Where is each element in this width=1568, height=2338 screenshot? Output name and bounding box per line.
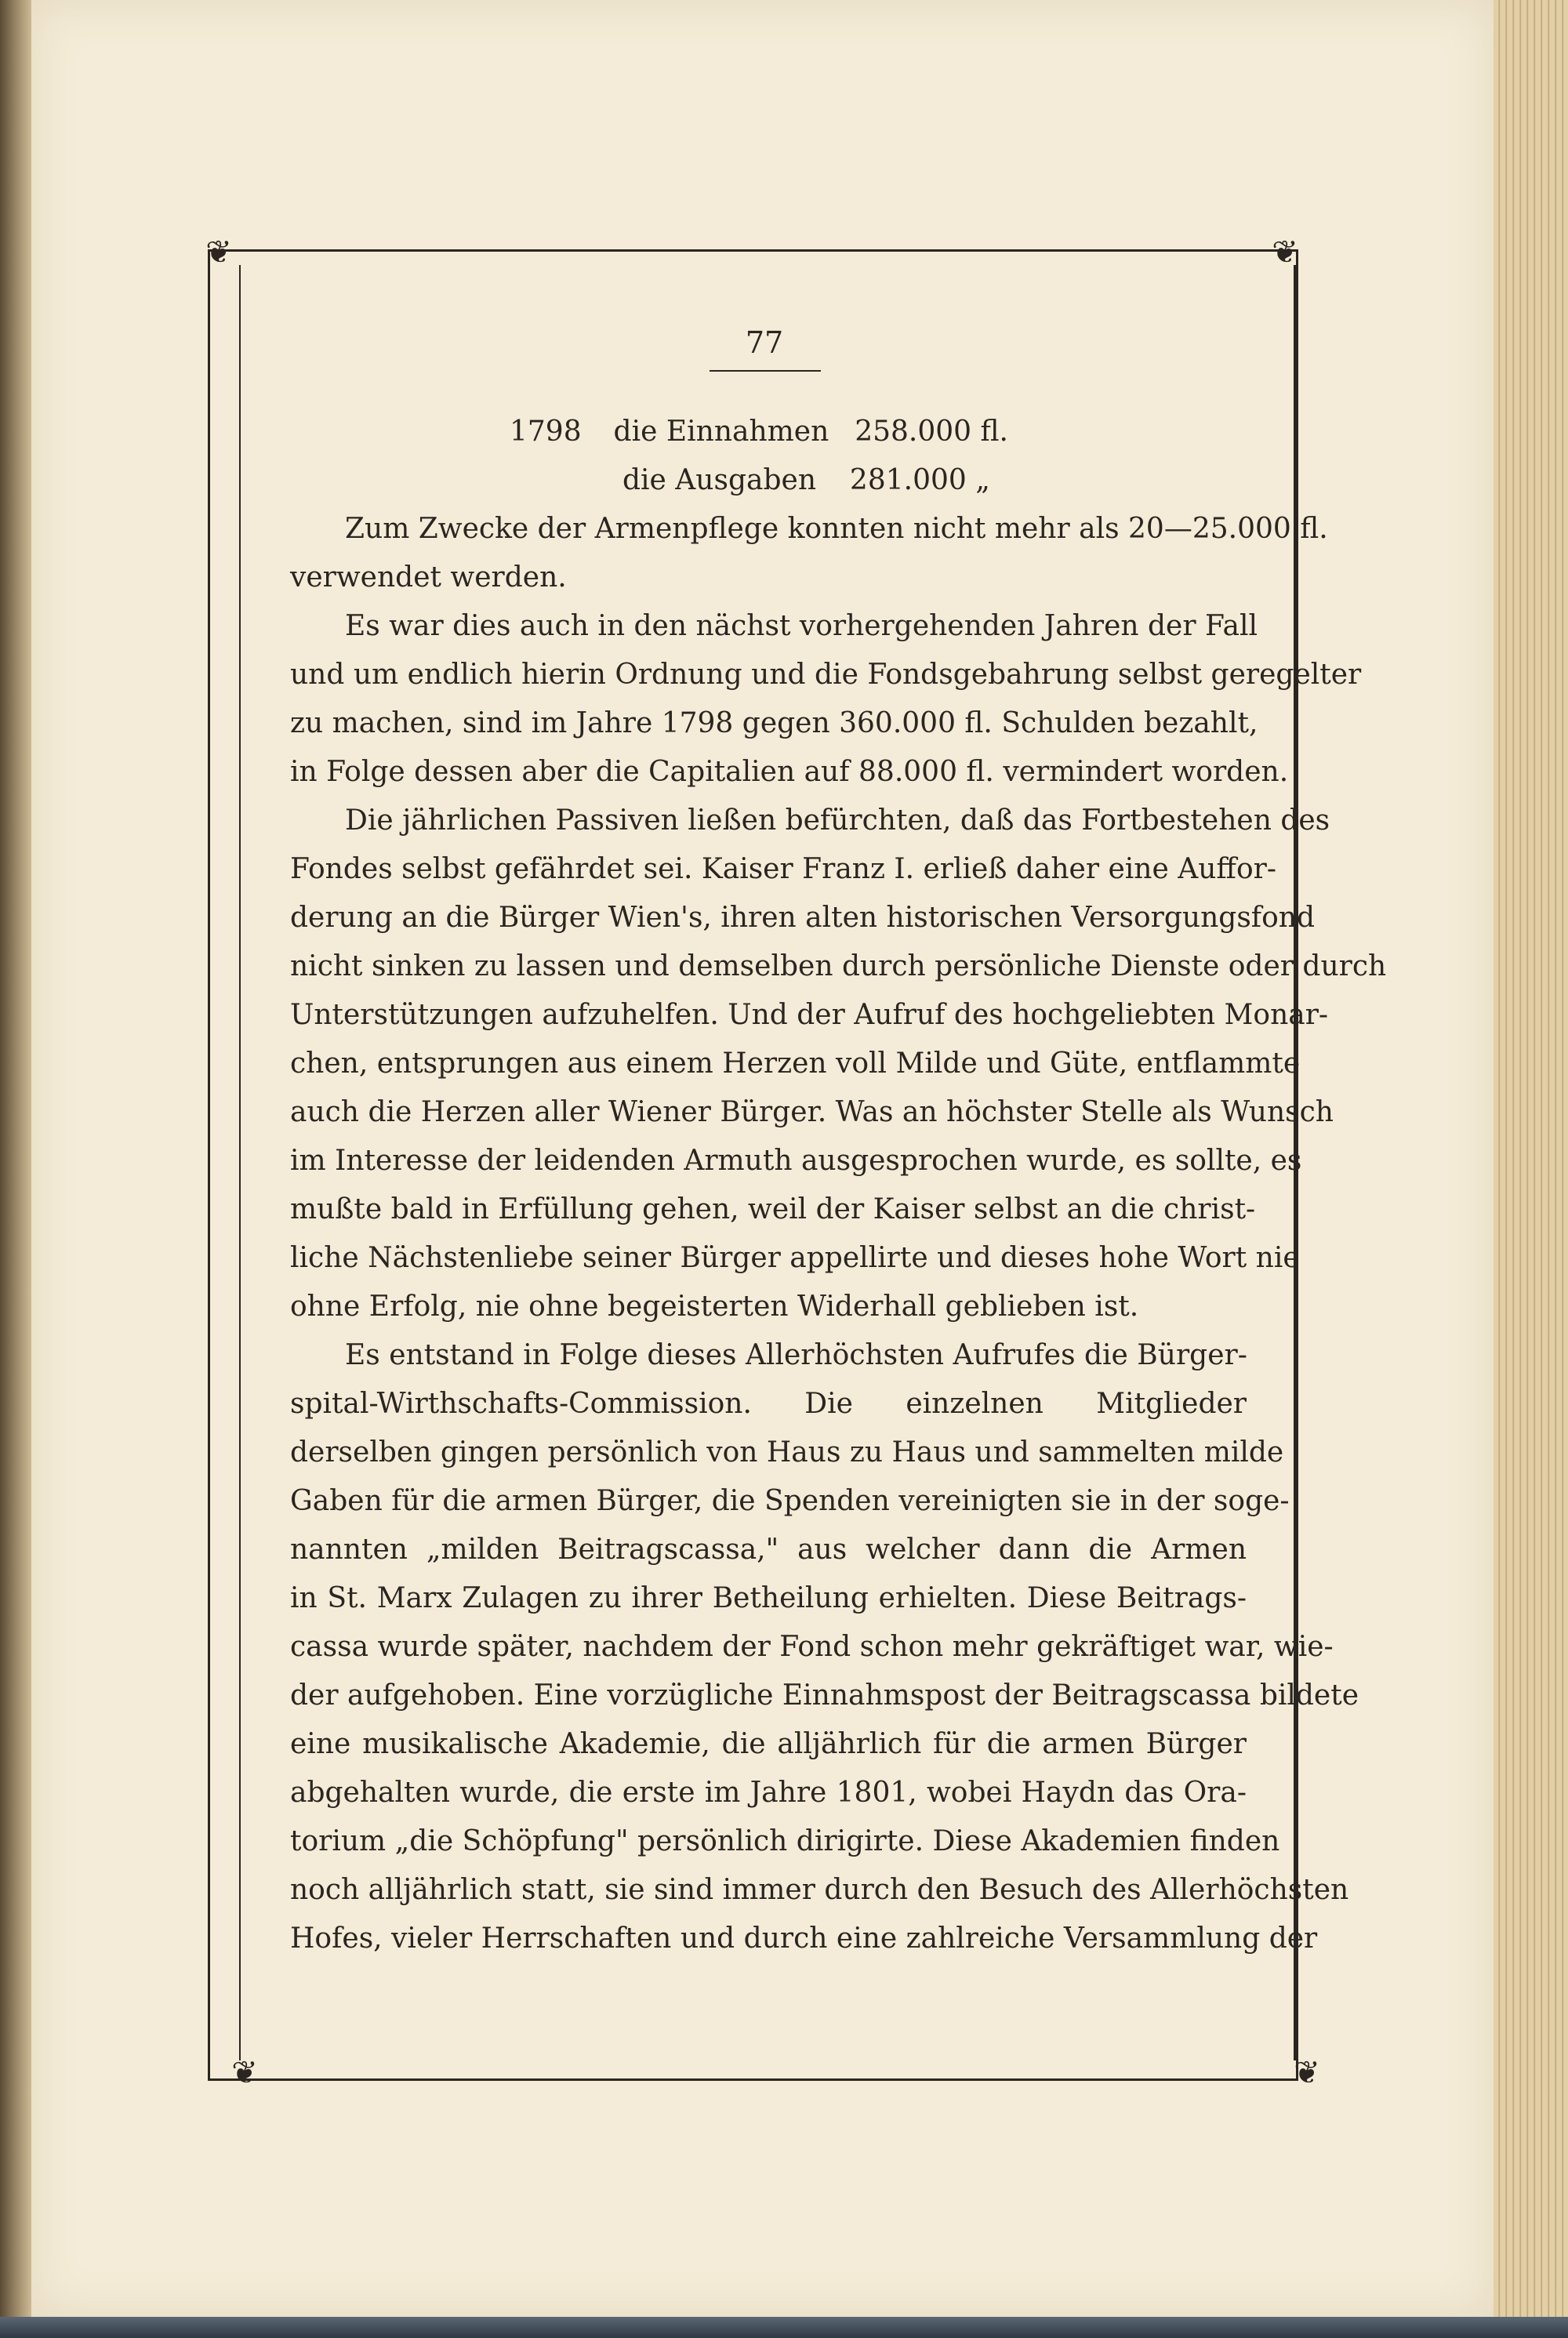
text-line: chen, entsprungen aus einem Herzen voll Milde und Güte, entflammte — [290, 1047, 1301, 1080]
text-line: nannten „milden Beitragscassa," aus welcher dann die Armen — [290, 1534, 1247, 1566]
text-line: Fondes selbst gefährdet sei. Kaiser Franz I. erließ daher eine Auffor- — [290, 853, 1277, 885]
text-line: Es war dies auch in den nächst vorhergehenden Jahren der Fall — [345, 610, 1258, 642]
text-line: verwendet werden. — [290, 561, 567, 594]
text-line: noch alljährlich statt, sie sind immer durch den Besuch des Allerhöchsten — [290, 1874, 1349, 1906]
text-line: Hofes, vieler Herrschaften und durch eine zahlreiche Versammlung der — [290, 1922, 1318, 1955]
text-line: Zum Zwecke der Armenpflege konnten nicht mehr als 20—25.000 fl. — [345, 513, 1328, 545]
text-line: nicht sinken zu lassen und demselben durch persönliche Dienste oder durch — [290, 950, 1387, 982]
flourish-top-left-icon: ❦ — [205, 234, 232, 270]
text-line: torium „die Schöpfung" persönlich dirigirte. Diese Akademien finden — [290, 1825, 1280, 1857]
paragraph-lines — [290, 505, 1387, 1963]
text-line: Gaben für die armen Bürger, die Spenden vereinigten sie in der soge- — [290, 1485, 1290, 1517]
text-line: Es entstand in Folge dieses Allerhöchsten Aufrufes die Bürger- — [345, 1339, 1247, 1371]
text-line: auch die Herzen aller Wiener Bürger. Was an höchster Stelle als Wunsch — [290, 1096, 1334, 1128]
text-line: liche Nächstenliebe seiner Bürger appellirte und dieses hohe Wort nie — [290, 1242, 1300, 1274]
flourish-top-right-icon: ❦ — [1272, 234, 1298, 270]
text-line: abgehalten wurde, die erste im Jahre 1801, wobei Haydn das Ora- — [290, 1777, 1247, 1809]
ledger-row-expenses — [622, 456, 990, 505]
text-line: derselben gingen persönlich von Haus zu Haus und sammelten milde — [290, 1436, 1284, 1469]
page-number: 77 — [745, 325, 784, 360]
text-line: cassa wurde später, nachdem der Fond schon mehr gekräftiget war, wie- — [290, 1631, 1334, 1663]
book-bottom-edge — [0, 2317, 1568, 2338]
book-binding-edge — [0, 0, 31, 2317]
ledger-row-income — [510, 408, 1008, 456]
ledger-year: 1798 — [510, 416, 582, 448]
text-line: derung an die Bürger Wien's, ihren alten historischen Versorgungsfond — [290, 902, 1316, 934]
page-stack-edge — [1494, 0, 1568, 2317]
text-line: der aufgehoben. Eine vorzügliche Einnahmspost der Beitragscassa bildete — [290, 1679, 1359, 1712]
text-line: Die jährlichen Passiven ließen befürchten, daß das Fortbestehen des — [345, 804, 1330, 837]
ledger-income-amount: 258.000 fl. — [855, 416, 1008, 448]
text-line: eine musikalische Akademie, die alljährlich für die armen Bürger — [290, 1728, 1247, 1760]
text-line: und um endlich hierin Ordnung und die Fondsgebahrung selbst geregelter — [290, 659, 1362, 691]
text-line: im Interesse der leidenden Armuth ausgesprochen wurde, es sollte, es — [290, 1145, 1302, 1177]
ledger-expenses-amount: 281.000 „ — [849, 464, 990, 496]
ledger-income-label: die Einnahmen — [613, 416, 829, 448]
text-line: ohne Erfolg, nie ohne begeisterten Widerhall geblieben ist. — [290, 1291, 1139, 1323]
text-line: mußte bald in Erfüllung gehen, weil der Kaiser selbst an die christ- — [290, 1193, 1256, 1225]
page-number-rule — [710, 370, 821, 372]
ledger-expenses-label: die Ausgaben — [622, 464, 817, 496]
text-line: in St. Marx Zulagen zu ihrer Betheilung erhielten. Diese Beitrags- — [290, 1582, 1247, 1614]
flourish-bottom-left-icon: ❦ — [231, 2055, 258, 2091]
text-line: in Folge dessen aber die Capitalien auf 88.000 fl. vermindert worden. — [290, 756, 1289, 788]
flourish-bottom-right-icon: ❦ — [1294, 2055, 1320, 2091]
text-line: Unterstützungen aufzuhelfen. Und der Aufruf des hochgeliebten Monar- — [290, 999, 1329, 1031]
text-line: zu machen, sind im Jahre 1798 gegen 360.000 fl. Schulden bezahlt, — [290, 707, 1258, 739]
text-line: spital-Wirthschafts-Commission. Die einzelnen Mitglieder — [290, 1388, 1247, 1420]
